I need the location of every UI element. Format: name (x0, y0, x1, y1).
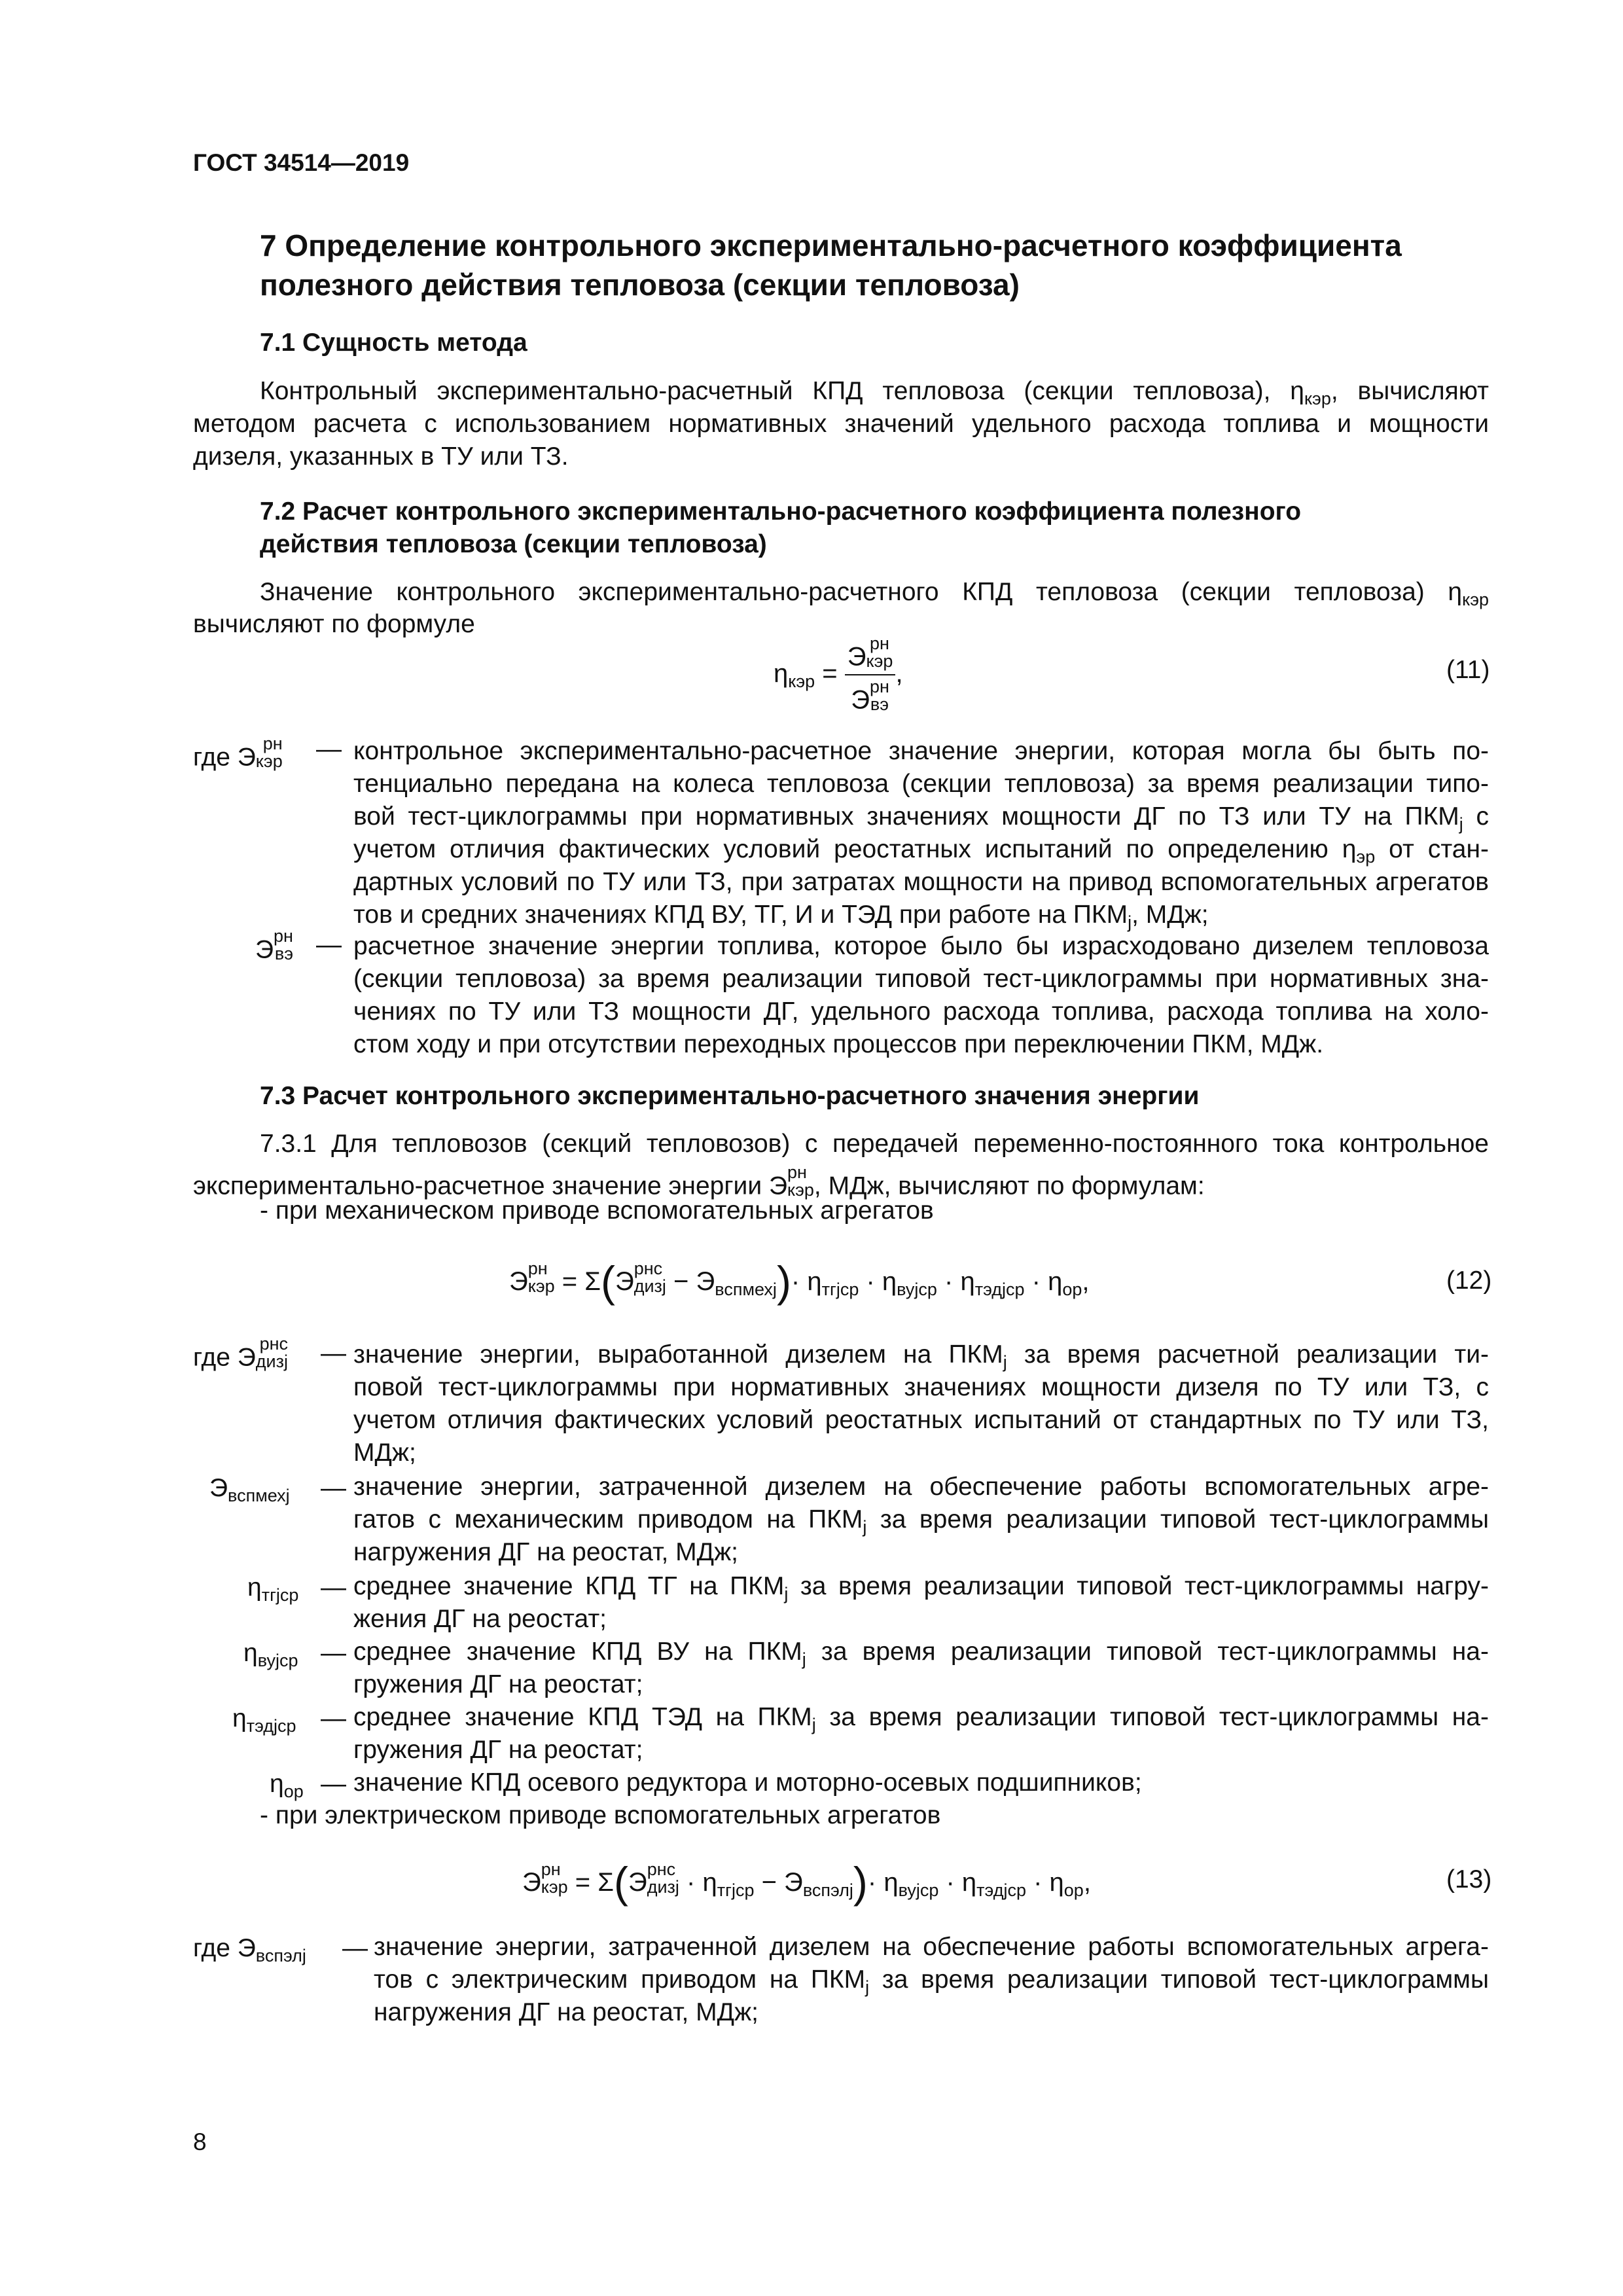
formula-11: $\eta_{кэр}$ = Э рн кэр Э рн вэ , (774, 634, 903, 715)
definition-dash: — (316, 735, 342, 763)
section-title-line-1: 7 Определение контрольного экспериментально-расчетного коэффициента (260, 228, 1402, 262)
definition-line: тенциально передана на колеса тепловоза (секции тепловоза) за время реализации типо- (353, 770, 1489, 798)
definition-symbol: где Э рнс дизj (193, 1334, 289, 1372)
definition-line: значение энергии, затраченной дизелем на обеспечение работы вспомогательных агрега- (374, 1933, 1489, 1961)
definition-dash: — (321, 1639, 346, 1667)
definition-line: (секции тепловоза) за время реализации типовой тест-циклограммы при нормативных зна- (353, 965, 1489, 993)
definition-dash: — (321, 1474, 346, 1502)
equation-number-13: (13) (1446, 1865, 1492, 1893)
subsection-7-3-heading: 7.3 Расчет контрольного экспериментально-расчетного значения энергии (260, 1082, 1200, 1110)
definition-line: дартных условий по ТУ или ТЗ, при затратах мощности на привод вспомогательных агрегатов (353, 868, 1489, 896)
definition-line: повой тест-циклограммы при нормативных значениях мощности дизеля по ТУ или ТЗ, с (353, 1373, 1489, 1401)
equation-number-12: (12) (1446, 1266, 1492, 1295)
definition-symbol: $Э_{вспмехj}$ (209, 1474, 290, 1506)
paragraph-7-1-line: методом расчета с использованием нормативных значений удельного расхода топлива и мощности (193, 410, 1489, 438)
paragraph-7-2-line: Значение контрольного экспериментально-расчетного КПД тепловоза (секции тепловоза) $\eta_{кэр}$ (260, 578, 1489, 610)
definition-line: гружения ДГ на реостат; (353, 1670, 643, 1698)
definition-symbol: $\eta_{тэдjср}$ (232, 1704, 296, 1736)
definition-dash: — (316, 931, 342, 959)
definition-line: тов и средних значениях КПД ВУ, ТГ, И и ТЭД при работе на $ПКМ_j$, МДж; (353, 901, 1209, 933)
bullet-item: - при механическом приводе вспомогательных агрегатов (260, 1196, 934, 1225)
definition-line: расчетное значение энергии топлива, которое было бы израсходовано дизелем тепловоза (353, 932, 1489, 960)
definition-line: учетом отличия фактических условий реостатных испытаний по определению $\eta_{эр}$ от стан- (353, 835, 1489, 867)
paragraph-7-1-line: Контрольный экспериментально-расчетный КПД тепловоза (секции тепловоза), $\eta_{кэр}$, вычисляют (260, 377, 1489, 409)
paragraph-7-3-1-line: 7.3.1 Для тепловозов (секций тепловозов) с передачей переменно-постоянного тока контрольное (260, 1130, 1489, 1158)
paragraph-7-1-line: дизеля, указанных в ТУ или ТЗ. (193, 442, 569, 471)
subsection-7-2-heading-line-2: действия тепловоза (секции тепловоза) (260, 530, 767, 558)
definition-line: нагружения ДГ на реостат, МДж; (353, 1538, 738, 1566)
formula-12: Э рн кэр = Σ(Э рнс дизj − $Э_{вспмехj})\cdot \eta_{тгjср} \cdot \eta_{вуjср} \cdot \eta_{тэдjср} \cdot \eta_{ор}$, (509, 1257, 1090, 1306)
page-number: 8 (193, 2128, 207, 2155)
definition-dash: — (321, 1770, 346, 1798)
equation-number-11: (11) (1446, 656, 1490, 684)
definition-line: гружения ДГ на реостат; (353, 1736, 643, 1764)
subsection-7-1-heading: 7.1 Сущность метода (260, 329, 527, 357)
definition-line: стом ходу и при отсутствии переходных процессов при переключении ПКМ, МДж. (353, 1030, 1324, 1058)
paragraph-7-3-1-line: экспериментально-расчетное значение энергии Э рн кэр , МДж, вычисляют по формулам: (193, 1162, 1205, 1200)
definition-line: среднее значение КПД ТЭД на $ПКМ_j$ за время реализации типовой тест-циклограммы на- (353, 1703, 1489, 1735)
subsection-7-2-heading-line-1: 7.2 Расчет контрольного экспериментально-расчетного коэффициента полезного (260, 497, 1302, 526)
definition-line: значение энергии, затраченной дизелем на обеспечение работы вспомогательных агре- (353, 1473, 1489, 1501)
definition-line: значение КПД осевого редуктора и моторно-осевых подшипников; (353, 1768, 1142, 1797)
definition-symbol: где $Э_{вспэлj}$ (193, 1934, 306, 1966)
definition-dash: — (321, 1573, 346, 1602)
definition-dash: — (342, 1934, 368, 1962)
definition-line: МДж; (353, 1439, 416, 1467)
definition-symbol: $\eta_{тгjср}$ (247, 1573, 299, 1605)
section-title-line-2: полезного действия тепловоза (секции тепловоза) (260, 268, 1020, 302)
definition-symbol: $\eta_{вуjср}$ (243, 1639, 298, 1671)
definition-line: нагружения ДГ на реостат, МДж; (374, 1998, 758, 2026)
formula-11-fraction: Э рн кэр Э рн вэ (845, 635, 896, 715)
definition-dash: — (321, 1704, 346, 1732)
definition-line: среднее значение КПД ВУ на $ПКМ_j$ за время реализации типовой тест-циклограммы на- (353, 1638, 1489, 1670)
definition-line: учетом отличия фактических условий реостатных испытаний от стандартных по ТУ или ТЗ, (353, 1406, 1489, 1434)
definition-line: контрольное экспериментально-расчетное значение энергии, которая могла бы быть по- (353, 737, 1489, 765)
bullet-item: - при электрическом приводе вспомогательных агрегатов (260, 1801, 941, 1829)
definition-line: вой тест-циклограммы при нормативных значениях мощности ДГ по ТЗ или ТУ на $ПКМ_j$ с (353, 802, 1489, 834)
definition-symbol: $\eta_{ор}$ (270, 1770, 304, 1802)
definition-line: среднее значение КПД ТГ на $ПКМ_j$ за время реализации типовой тест-циклограммы нагру- (353, 1572, 1489, 1604)
definition-dash: — (321, 1339, 346, 1367)
paragraph-7-2-line: вычисляют по формуле (193, 610, 475, 638)
definition-line: гатов с механическим приводом на $ПКМ_j$ за время реализации типовой тест-циклограммы (353, 1505, 1489, 1537)
formula-13: Э рн кэр = Σ(Э рнс дизj · $\eta_{тгjср} - Э_{вспэлj})\cdot \eta_{вуjср} \cdot \eta_{тэдjср} \cdot \eta_{ор}$, (522, 1858, 1091, 1907)
definition-line: жения ДГ на реостат; (353, 1605, 607, 1633)
definition-line: значение энергии, выработанной дизелем на $ПКМ_j$ за время расчетной реализации ти- (353, 1340, 1489, 1372)
document-id: ГОСТ 34514—2019 (193, 149, 410, 176)
definition-line: тов с электрическим приводом на $ПКМ_j$ за время реализации типовой тест-циклограммы (374, 1965, 1489, 1998)
definition-symbol: где Э рн кэр (193, 734, 283, 772)
definition-symbol: Э рн вэ (255, 926, 293, 964)
definition-line: чениях по ТУ или ТЗ мощности ДГ, удельного расхода топлива, расхода топлива на холо- (353, 997, 1489, 1026)
